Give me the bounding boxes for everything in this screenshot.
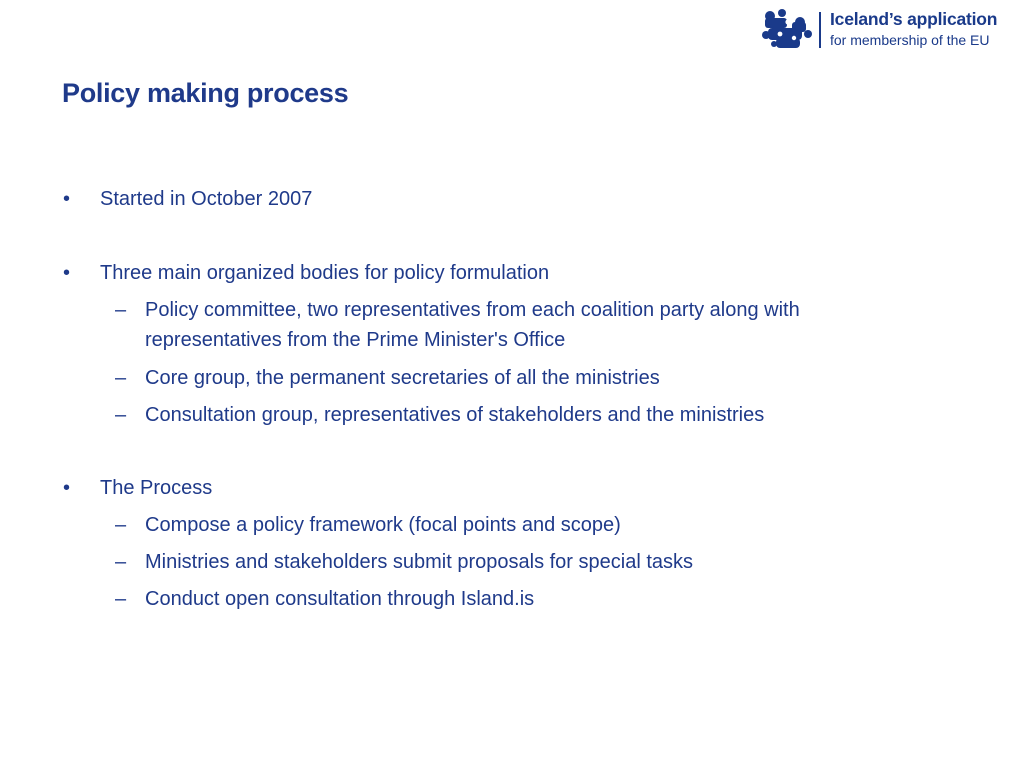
sub-bullet-text-open-consultation: Conduct open consultation through Island.is	[145, 588, 535, 610]
sub-bullet-text-policy-committee: Policy committee, two representatives from each coalition party along with	[145, 299, 800, 321]
sub-bullet-text-core-group: Core group, the permanent secretaries of all the ministries	[145, 367, 660, 389]
sub-bullet-marker: –	[115, 299, 127, 321]
sub-bullet-marker: –	[115, 588, 127, 610]
logo-divider	[819, 12, 821, 48]
bullet-text-started: Started in October 2007	[100, 188, 313, 210]
bullet-marker: •	[63, 477, 71, 499]
sub-bullet-marker: –	[115, 367, 127, 389]
iceland-logo-icon	[762, 8, 812, 50]
sub-bullet-text-compose-framework: Compose a policy framework (focal points and scope)	[145, 514, 621, 536]
bullet-marker: •	[63, 188, 71, 210]
logo-subtitle: for membership of the EU	[830, 32, 990, 48]
bullet-text-the-process: The Process	[100, 477, 213, 499]
sub-bullet-text-submit-proposals: Ministries and stakeholders submit proposals for special tasks	[145, 551, 694, 573]
slide-title: Policy making process	[62, 78, 349, 108]
sub-bullet-marker: –	[115, 514, 127, 536]
logo-title: Iceland’s application	[830, 9, 998, 29]
bullet-marker: •	[63, 262, 71, 284]
sub-bullet-marker: –	[115, 551, 127, 573]
sub-bullet-text-consultation-group: Consultation group, representatives of stakeholders and the ministries	[145, 404, 765, 426]
sub-bullet-marker: –	[115, 404, 127, 426]
sub-bullet-text-policy-committee-cont: representatives from the Prime Minister's Office	[145, 329, 566, 351]
logo	[760, 8, 1016, 52]
bullet-text-organized-bodies: Three main organized bodies for policy formulation	[100, 262, 550, 284]
